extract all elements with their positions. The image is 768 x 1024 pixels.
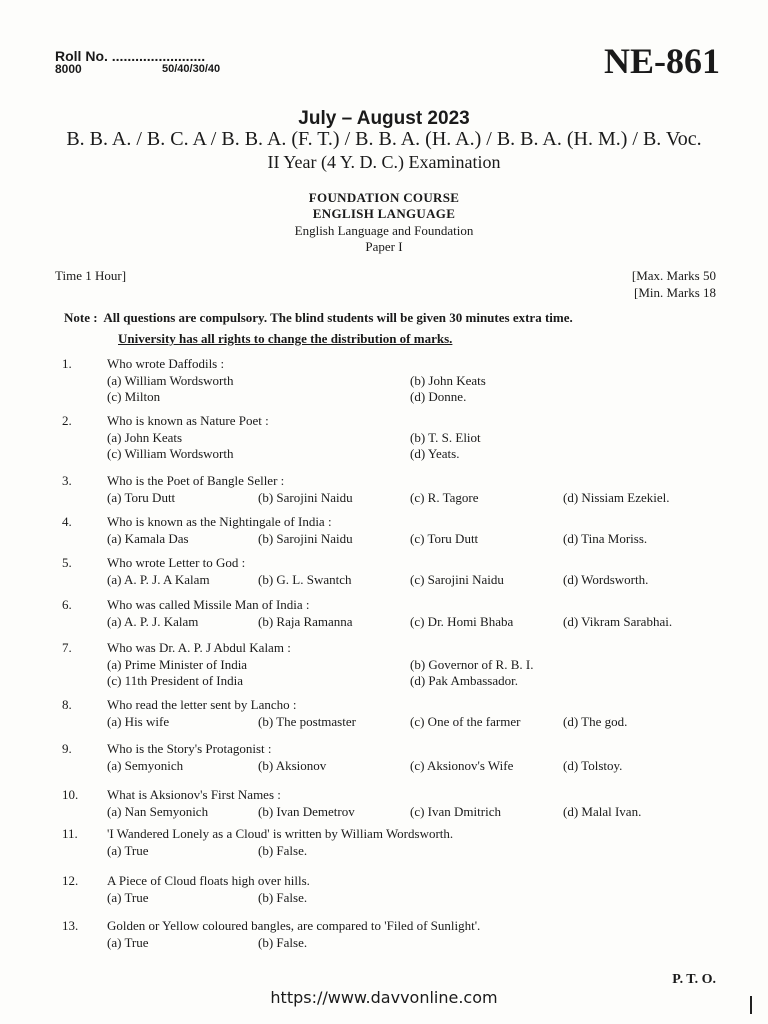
subtitle: English Language and Foundation bbox=[294, 223, 474, 238]
question-text: What is Aksionov's First Names : bbox=[107, 787, 281, 802]
option-a: (a) True bbox=[107, 890, 149, 905]
option-c: (c) 11th President of India bbox=[107, 673, 243, 688]
question-text: Golden or Yellow coloured bangles, are compared to 'Filed of Sunlight'. bbox=[107, 918, 481, 933]
option-c: (c) Ivan Dmitrich bbox=[410, 804, 501, 819]
option-a: (a) Nan Semyonich bbox=[107, 804, 209, 819]
time-limit: Time 1 Hour] bbox=[55, 268, 127, 283]
question-text: Who was Dr. A. P. J Abdul Kalam : bbox=[107, 640, 291, 655]
option-d: (d) Donne. bbox=[410, 389, 467, 404]
paper-code: NE-861 bbox=[604, 41, 720, 81]
paper-number: Paper I bbox=[365, 239, 403, 254]
courses: B. B. A. / B. C. A / B. B. A. (F. T.) / B. B. A. (H. A.) / B. B. A. (H. M.) / B. Voc. bbox=[66, 128, 702, 150]
option-b: (b) Aksionov bbox=[258, 758, 327, 773]
option-a: (a) A. P. J. A Kalam bbox=[107, 572, 210, 587]
option-a: (a) A. P. J. Kalam bbox=[107, 614, 199, 629]
option-c: (c) R. Tagore bbox=[410, 490, 479, 505]
question-text: Who is the Poet of Bangle Seller : bbox=[107, 473, 285, 488]
question-text: 'I Wandered Lonely as a Cloud' is written by William Wordsworth. bbox=[107, 826, 454, 841]
exam-code: 8000 bbox=[55, 62, 82, 76]
option-b: (b) John Keats bbox=[410, 373, 486, 388]
subject: ENGLISH LANGUAGE bbox=[312, 206, 456, 221]
option-c: (c) Toru Dutt bbox=[410, 531, 479, 546]
option-d: (d) Wordsworth. bbox=[563, 572, 649, 587]
question-number: 12. bbox=[62, 873, 79, 888]
option-a: (a) His wife bbox=[107, 714, 170, 729]
option-d: (d) Malal Ivan. bbox=[563, 804, 642, 819]
session: July – August 2023 bbox=[298, 108, 470, 129]
option-a: (a) Prime Minister of India bbox=[107, 657, 248, 672]
option-c: (c) Aksionov's Wife bbox=[410, 758, 514, 773]
question-text: Who read the letter sent by Lancho : bbox=[107, 697, 297, 712]
option-c: (c) Dr. Homi Bhaba bbox=[410, 614, 514, 629]
question-number: 13. bbox=[62, 918, 79, 933]
option-d: (d) Nissiam Ezekiel. bbox=[563, 490, 670, 505]
question-number: 4. bbox=[62, 514, 72, 529]
foundation-course: FOUNDATION COURSE bbox=[308, 190, 460, 205]
option-d: (d) Tina Moriss. bbox=[563, 531, 648, 546]
question-text: Who is known as the Nightingale of India : bbox=[107, 514, 332, 529]
option-b: (b) Raja Ramanna bbox=[258, 614, 353, 629]
note-label: Note : bbox=[64, 310, 98, 325]
option-a: (a) William Wordsworth bbox=[107, 373, 234, 388]
option-c: (c) Milton bbox=[107, 389, 161, 404]
question-number: 7. bbox=[62, 640, 72, 655]
question-number: 9. bbox=[62, 741, 72, 756]
option-b: (b) False. bbox=[258, 890, 308, 905]
option-d: (d) Pak Ambassador. bbox=[410, 673, 518, 688]
max-marks: [Max. Marks 50 bbox=[631, 268, 716, 283]
option-a: (a) John Keats bbox=[107, 430, 183, 445]
option-a: (a) True bbox=[107, 935, 149, 950]
roll-number: Roll No. ........................ bbox=[55, 48, 206, 64]
option-b: (b) G. L. Swantch bbox=[258, 572, 352, 587]
question-text: Who wrote Daffodils : bbox=[107, 356, 225, 371]
min-marks: [Min. Marks 18 bbox=[634, 285, 716, 300]
question-number: 11. bbox=[62, 826, 78, 841]
distribution: 50/40/30/40 bbox=[162, 63, 221, 75]
option-d: (d) Tolstoy. bbox=[563, 758, 623, 773]
note-underlined: University has all rights to change the distribution of marks. bbox=[118, 331, 453, 346]
option-d: (d) The god. bbox=[563, 714, 628, 729]
question-text: Who wrote Letter to God : bbox=[107, 555, 246, 570]
pto: P. T. O. bbox=[672, 972, 716, 987]
option-b: (b) Governor of R. B. I. bbox=[410, 657, 534, 672]
note bbox=[64, 310, 573, 326]
question-text: A Piece of Cloud floats high over hills. bbox=[107, 873, 310, 888]
option-c: (c) One of the farmer bbox=[410, 714, 521, 729]
option-a: (a) Semyonich bbox=[107, 758, 184, 773]
option-c: (c) William Wordsworth bbox=[107, 446, 234, 461]
source-url: https://www.davvonline.com bbox=[270, 988, 498, 1007]
option-a: (a) Toru Dutt bbox=[107, 490, 176, 505]
question-number: 2. bbox=[62, 413, 72, 428]
note-text: All questions are compulsory. The blind students will be given 30 minutes extra time. bbox=[103, 310, 573, 325]
question-text: Who was called Missile Man of India : bbox=[107, 597, 310, 612]
option-b: (b) Ivan Demetrov bbox=[258, 804, 355, 819]
question-number: 5. bbox=[62, 555, 72, 570]
option-b: (b) T. S. Eliot bbox=[410, 430, 481, 445]
option-b: (b) False. bbox=[258, 843, 308, 858]
option-c: (c) Sarojini Naidu bbox=[410, 572, 504, 587]
option-b: (b) The postmaster bbox=[258, 714, 356, 729]
option-a: (a) Kamala Das bbox=[107, 531, 189, 546]
option-a: (a) True bbox=[107, 843, 149, 858]
option-b: (b) False. bbox=[258, 935, 308, 950]
question-number: 6. bbox=[62, 597, 72, 612]
edge-mark bbox=[750, 996, 752, 1014]
exam-title: II Year (4 Y. D. C.) Examination bbox=[267, 152, 501, 172]
option-d: (d) Vikram Sarabhai. bbox=[563, 614, 673, 629]
option-d: (d) Yeats. bbox=[410, 446, 460, 461]
option-b: (b) Sarojini Naidu bbox=[258, 531, 353, 546]
question-number: 1. bbox=[62, 356, 72, 371]
question-number: 3. bbox=[62, 473, 72, 488]
question-number: 10. bbox=[62, 787, 79, 802]
question-text: Who is the Story's Protagonist : bbox=[107, 741, 272, 756]
option-b: (b) Sarojini Naidu bbox=[258, 490, 353, 505]
question-text: Who is known as Nature Poet : bbox=[107, 413, 269, 428]
question-number: 8. bbox=[62, 697, 72, 712]
